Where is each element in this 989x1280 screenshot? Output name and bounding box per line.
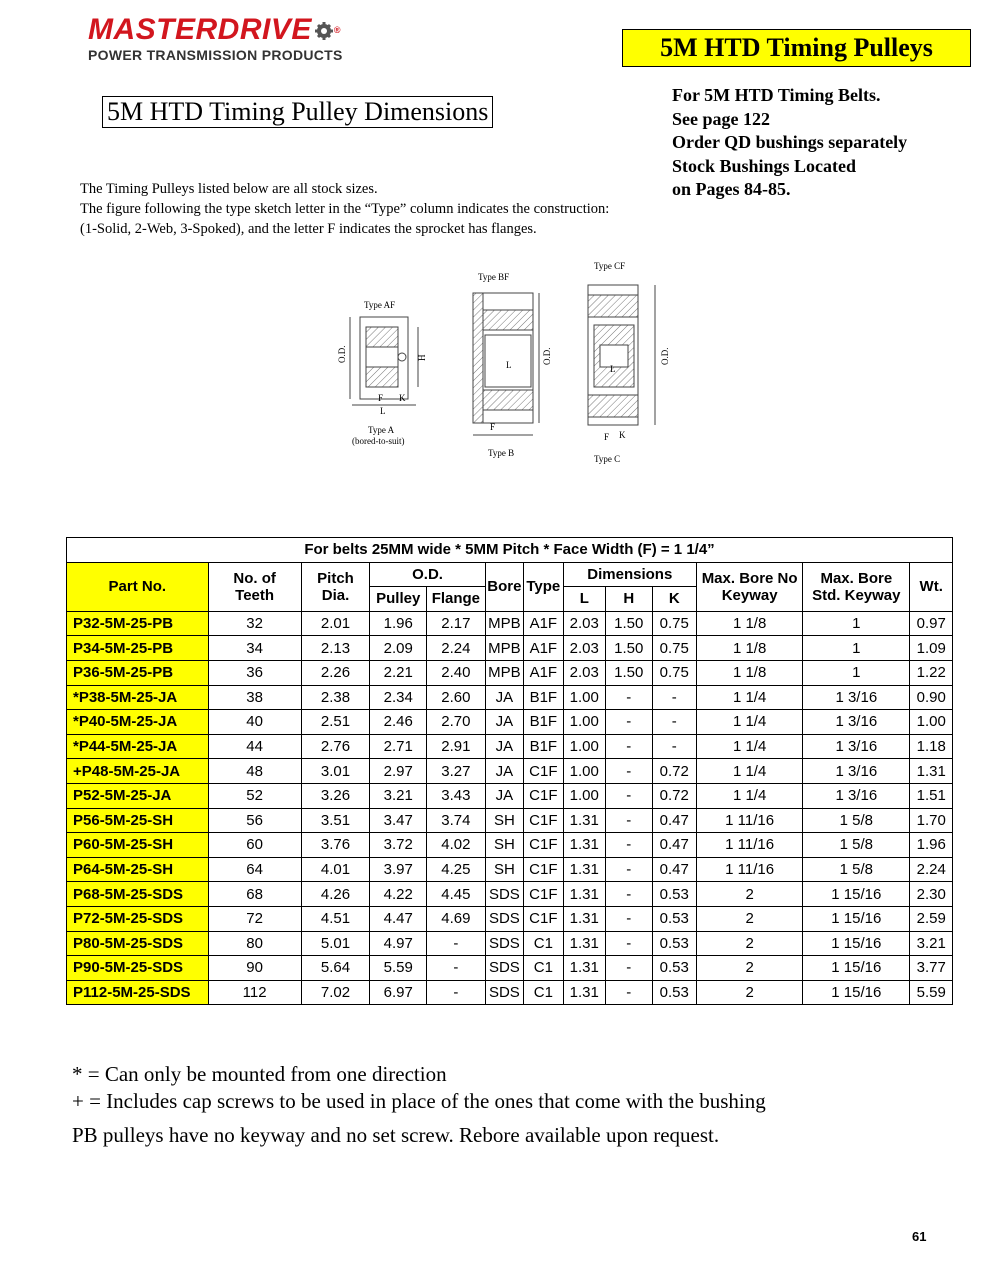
table-cell: SH <box>485 808 523 833</box>
table-cell: - <box>606 734 653 759</box>
table-cell: 1 3/16 <box>803 783 910 808</box>
table-row <box>67 906 953 931</box>
table-cell: 1.00 <box>563 734 605 759</box>
table-cell: 3.01 <box>301 759 370 784</box>
table-cell: 2.46 <box>370 710 427 735</box>
table-cell: 1.70 <box>910 808 953 833</box>
part-number-cell: P68-5M-25-SDS <box>67 882 209 907</box>
table-cell: 2.24 <box>910 857 953 882</box>
table-cell: C1F <box>524 759 563 784</box>
gear-icon <box>314 21 334 41</box>
table-cell: 2.09 <box>370 636 427 661</box>
side-note: For 5M HTD Timing Belts. <box>672 85 881 105</box>
part-number-cell: P32-5M-25-PB <box>67 611 209 636</box>
type-c-label: Type C <box>594 454 621 464</box>
table-cell: 1.96 <box>370 611 427 636</box>
col-part-no: Part No. <box>67 562 209 611</box>
table-cell: B1F <box>524 734 563 759</box>
table-body <box>67 611 953 1005</box>
table-cell: C1 <box>524 931 563 956</box>
table-cell: 2 <box>697 956 803 981</box>
table-cell: 0.53 <box>652 882 697 907</box>
part-number-cell: P112-5M-25-SDS <box>67 980 209 1005</box>
table-cell: 2.03 <box>563 611 605 636</box>
table-cell: - <box>606 980 653 1005</box>
page-number: 61 <box>912 1229 927 1244</box>
part-number-cell: P64-5M-25-SH <box>67 857 209 882</box>
table-cell: 3.47 <box>370 808 427 833</box>
type-bf-label: Type BF <box>478 272 510 282</box>
table-cell: 1 1/8 <box>697 660 803 685</box>
part-number-cell: P52-5M-25-JA <box>67 783 209 808</box>
table-cell: B1F <box>524 710 563 735</box>
table-cell: SDS <box>485 882 523 907</box>
table-cell: 1.31 <box>563 931 605 956</box>
side-notes <box>672 84 907 202</box>
od-label: O.D. <box>337 345 347 363</box>
table-cell: 2.03 <box>563 636 605 661</box>
table-cell: 7.02 <box>301 980 370 1005</box>
table-cell: 1 3/16 <box>803 710 910 735</box>
table-cell: 1 1/4 <box>697 759 803 784</box>
table-cell: C1 <box>524 980 563 1005</box>
table-cell: - <box>606 833 653 858</box>
table-cell: C1F <box>524 783 563 808</box>
table-cell: 64 <box>208 857 301 882</box>
table-cell: 2.26 <box>301 660 370 685</box>
intro-line: The figure following the type sketch letter in the “Type” column indicates the construction: <box>80 201 610 217</box>
table-cell: A1F <box>524 660 563 685</box>
table-cell: 2 <box>697 931 803 956</box>
table-cell: 1.31 <box>563 808 605 833</box>
table-cell: 0.47 <box>652 833 697 858</box>
table-cell: 1 15/16 <box>803 956 910 981</box>
table-row <box>67 980 953 1005</box>
f-label: F <box>490 422 496 432</box>
table-row <box>67 931 953 956</box>
table-cell: 3.77 <box>910 956 953 981</box>
table-row <box>67 636 953 661</box>
table-row <box>67 710 953 735</box>
table-cell: 4.02 <box>427 833 486 858</box>
table-cell: - <box>606 857 653 882</box>
table-cell: 0.53 <box>652 980 697 1005</box>
table-cell: 2.21 <box>370 660 427 685</box>
intro-line: (1-Solid, 2-Web, 3-Spoked), and the letter F indicates the sprocket has flanges. <box>80 221 537 237</box>
table-cell: 1 5/8 <box>803 808 910 833</box>
part-number-cell: +P48-5M-25-JA <box>67 759 209 784</box>
registered-mark: ® <box>333 25 341 35</box>
table-cell: 3.74 <box>427 808 486 833</box>
table-cell: 5.64 <box>301 956 370 981</box>
type-a-sketch <box>337 300 427 446</box>
table-row <box>67 611 953 636</box>
table-cell: 3.21 <box>370 783 427 808</box>
table-cell: 56 <box>208 808 301 833</box>
table-cell: 0.47 <box>652 808 697 833</box>
l-label: L <box>506 360 512 370</box>
table-cell: - <box>652 685 697 710</box>
table-cell: 0.75 <box>652 611 697 636</box>
table-cell: JA <box>485 685 523 710</box>
table-cell: 2 <box>697 882 803 907</box>
footnote-plus: + = Includes cap screws to be used in place of the ones that come with the bushing <box>72 1089 766 1113</box>
table-cell: 68 <box>208 882 301 907</box>
table-row <box>67 783 953 808</box>
table-row <box>67 660 953 685</box>
table-cell: 60 <box>208 833 301 858</box>
table-cell: 1.50 <box>606 611 653 636</box>
table-cell: 48 <box>208 759 301 784</box>
table-cell: 3.21 <box>910 931 953 956</box>
table-cell: C1F <box>524 906 563 931</box>
table-cell: 1.50 <box>606 636 653 661</box>
table-cell: 1 1/4 <box>697 710 803 735</box>
table-cell: 5.01 <box>301 931 370 956</box>
pb-note: PB pulleys have no keyway and no set screw. Rebore available upon request. <box>72 1123 720 1147</box>
table-cell: 1.31 <box>563 882 605 907</box>
table-cell: 1.09 <box>910 636 953 661</box>
table-cell: 0.53 <box>652 931 697 956</box>
section-heading: 5M HTD Timing Pulley Dimensions <box>102 96 493 128</box>
table-cell: 0.47 <box>652 857 697 882</box>
table-cell: 1.00 <box>563 685 605 710</box>
table-cell: 34 <box>208 636 301 661</box>
table-cell: 1 15/16 <box>803 906 910 931</box>
table-cell: C1 <box>524 956 563 981</box>
table-cell: 112 <box>208 980 301 1005</box>
part-number-cell: P36-5M-25-PB <box>67 660 209 685</box>
brand-name: MASTERDRIVE <box>88 13 312 46</box>
k-label: K <box>619 430 626 440</box>
table-cell: 1.31 <box>563 980 605 1005</box>
table-cell: 0.90 <box>910 685 953 710</box>
table-cell: 3.43 <box>427 783 486 808</box>
table-cell: 1.31 <box>563 956 605 981</box>
table-cell: 2.38 <box>301 685 370 710</box>
table-cell: 2.17 <box>427 611 486 636</box>
table-cell: 0.53 <box>652 906 697 931</box>
l-label: L <box>380 406 386 416</box>
table-cell: 1 5/8 <box>803 857 910 882</box>
col-teeth: No. of Teeth <box>208 562 301 611</box>
brand-tagline: POWER TRANSMISSION PRODUCTS <box>88 47 343 63</box>
table-row <box>67 685 953 710</box>
table-cell: 4.25 <box>427 857 486 882</box>
table-cell: 2.59 <box>910 906 953 931</box>
table-cell: 0.75 <box>652 660 697 685</box>
table-cell: 1 11/16 <box>697 833 803 858</box>
table-cell: 5.59 <box>910 980 953 1005</box>
col-type: Type <box>524 562 563 611</box>
table-cell: MPB <box>485 636 523 661</box>
footnotes <box>72 1061 766 1115</box>
table-cell: 0.72 <box>652 783 697 808</box>
table-cell: - <box>427 980 486 1005</box>
table-cell: 2.91 <box>427 734 486 759</box>
table-cell: B1F <box>524 685 563 710</box>
f-label: F <box>378 393 384 403</box>
k-label: K <box>399 393 406 403</box>
table-cell: 0.72 <box>652 759 697 784</box>
table-cell: SDS <box>485 980 523 1005</box>
od-label: O.D. <box>660 347 670 365</box>
table-cell: 2.71 <box>370 734 427 759</box>
table-cell: 1.50 <box>606 660 653 685</box>
type-b-sketch <box>473 272 552 458</box>
col-od-flange: Flange <box>427 587 486 612</box>
table-row <box>67 759 953 784</box>
col-od-pulley: Pulley <box>370 587 427 612</box>
table-cell: 0.53 <box>652 956 697 981</box>
table-cell: SDS <box>485 906 523 931</box>
type-cf-label: Type CF <box>594 261 626 271</box>
table-row <box>67 882 953 907</box>
table-cell: 80 <box>208 931 301 956</box>
table-cell: 1 3/16 <box>803 759 910 784</box>
table-cell: 5.59 <box>370 956 427 981</box>
table-cell: 6.97 <box>370 980 427 1005</box>
part-number-cell: P34-5M-25-PB <box>67 636 209 661</box>
table-cell: SDS <box>485 931 523 956</box>
table-cell: C1F <box>524 833 563 858</box>
table-cell: 2.40 <box>427 660 486 685</box>
table-cell: 4.26 <box>301 882 370 907</box>
table-caption: For belts 25MM wide * 5MM Pitch * Face Width (F) = 1 1/4” <box>67 538 953 563</box>
table-cell: 2.01 <box>301 611 370 636</box>
table-cell: JA <box>485 759 523 784</box>
side-note: Order QD bushings separately <box>672 132 908 152</box>
table-cell: 3.51 <box>301 808 370 833</box>
table-cell: - <box>606 783 653 808</box>
table-cell: SH <box>485 833 523 858</box>
table-cell: 2 <box>697 980 803 1005</box>
brand-logo <box>88 14 341 46</box>
type-b-label: Type B <box>488 448 515 458</box>
table-cell: 3.72 <box>370 833 427 858</box>
intro-text <box>80 179 609 239</box>
table-cell: 3.97 <box>370 857 427 882</box>
table-cell: 3.76 <box>301 833 370 858</box>
table-cell: 1.31 <box>563 857 605 882</box>
table-cell: 2.24 <box>427 636 486 661</box>
table-cell: 72 <box>208 906 301 931</box>
table-row <box>67 857 953 882</box>
table-cell: 38 <box>208 685 301 710</box>
pulley-spec-table <box>66 537 953 1005</box>
col-dim-l: L <box>563 587 605 612</box>
table-cell: 2.03 <box>563 660 605 685</box>
page-banner-title: 5M HTD Timing Pulleys <box>622 29 971 67</box>
col-max-bore-no-keyway: Max. Bore No Keyway <box>697 562 803 611</box>
table-cell: 1 5/8 <box>803 833 910 858</box>
footnote-asterisk: * = Can only be mounted from one direction <box>72 1062 447 1086</box>
table-cell: - <box>652 710 697 735</box>
part-number-cell: P90-5M-25-SDS <box>67 956 209 981</box>
type-af-label: Type AF <box>364 300 396 310</box>
table-cell: 1 1/4 <box>697 783 803 808</box>
table-cell: 1 1/8 <box>697 611 803 636</box>
side-note: See page 122 <box>672 108 770 129</box>
table-cell: 1.31 <box>563 833 605 858</box>
col-bore: Bore <box>485 562 523 611</box>
side-note: on Pages 84-85. <box>672 179 791 199</box>
pulley-type-diagram <box>330 255 700 470</box>
table-cell: - <box>606 906 653 931</box>
col-dimensions: Dimensions <box>563 562 696 587</box>
table-cell: 44 <box>208 734 301 759</box>
table-cell: JA <box>485 783 523 808</box>
table-cell: MPB <box>485 611 523 636</box>
table-row <box>67 833 953 858</box>
table-cell: 4.01 <box>301 857 370 882</box>
table-cell: 2.13 <box>301 636 370 661</box>
table-cell: 1.31 <box>563 906 605 931</box>
table-cell: 52 <box>208 783 301 808</box>
part-number-cell: P80-5M-25-SDS <box>67 931 209 956</box>
table-cell: 3.26 <box>301 783 370 808</box>
table-cell: 1.00 <box>910 710 953 735</box>
table-cell: C1F <box>524 857 563 882</box>
table-cell: 2.76 <box>301 734 370 759</box>
table-cell: A1F <box>524 636 563 661</box>
table-cell: - <box>606 882 653 907</box>
table-row <box>67 808 953 833</box>
table-cell: 3.27 <box>427 759 486 784</box>
table-cell: - <box>427 931 486 956</box>
table-cell: JA <box>485 734 523 759</box>
table-cell: 1 1/4 <box>697 734 803 759</box>
table-cell: 2.51 <box>301 710 370 735</box>
table-cell: 4.45 <box>427 882 486 907</box>
table-cell: 1 15/16 <box>803 980 910 1005</box>
type-c-sketch <box>588 261 670 464</box>
col-max-bore-std-keyway: Max. Bore Std. Keyway <box>803 562 910 611</box>
table-cell: - <box>606 931 653 956</box>
table-cell: 1.96 <box>910 833 953 858</box>
part-number-cell: *P38-5M-25-JA <box>67 685 209 710</box>
table-cell: 1.31 <box>910 759 953 784</box>
table-cell: 32 <box>208 611 301 636</box>
table-cell: 1 15/16 <box>803 882 910 907</box>
table-row <box>67 734 953 759</box>
table-cell: 2.34 <box>370 685 427 710</box>
table-cell: C1F <box>524 808 563 833</box>
table-cell: 4.69 <box>427 906 486 931</box>
table-cell: 1.00 <box>563 710 605 735</box>
table-cell: 4.97 <box>370 931 427 956</box>
table-cell: 1 1/8 <box>697 636 803 661</box>
part-number-cell: *P40-5M-25-JA <box>67 710 209 735</box>
table-cell: 1 <box>803 636 910 661</box>
table-cell: 1 <box>803 611 910 636</box>
table-cell: 4.22 <box>370 882 427 907</box>
table-cell: 1 11/16 <box>697 808 803 833</box>
part-number-cell: P60-5M-25-SH <box>67 833 209 858</box>
table-cell: MPB <box>485 660 523 685</box>
col-pitch-dia: Pitch Dia. <box>301 562 370 611</box>
side-note: Stock Bushings Located <box>672 155 857 176</box>
table-cell: 40 <box>208 710 301 735</box>
part-number-cell: P56-5M-25-SH <box>67 808 209 833</box>
table-cell: JA <box>485 710 523 735</box>
table-cell: 0.75 <box>652 636 697 661</box>
f-label: F <box>604 432 610 442</box>
table-cell: A1F <box>524 611 563 636</box>
h-label: H <box>417 354 427 361</box>
table-cell: 4.47 <box>370 906 427 931</box>
table-row <box>67 956 953 981</box>
table-cell: SDS <box>485 956 523 981</box>
table-cell: 1.00 <box>563 759 605 784</box>
type-a-label: Type A <box>368 425 395 435</box>
table-cell: 1 <box>803 660 910 685</box>
col-dim-h: H <box>606 587 653 612</box>
table-cell: 1.00 <box>563 783 605 808</box>
table-cell: 1 3/16 <box>803 685 910 710</box>
table-cell: - <box>606 710 653 735</box>
table-cell: 1 15/16 <box>803 931 910 956</box>
table-cell: 2.70 <box>427 710 486 735</box>
table-cell: - <box>606 956 653 981</box>
table-cell: - <box>606 808 653 833</box>
part-number-cell: *P44-5M-25-JA <box>67 734 209 759</box>
table-cell: 2.60 <box>427 685 486 710</box>
table-cell: 1 11/16 <box>697 857 803 882</box>
table-cell: 1.18 <box>910 734 953 759</box>
col-od: O.D. <box>370 562 485 587</box>
table-cell: C1F <box>524 882 563 907</box>
table-cell: 1.51 <box>910 783 953 808</box>
od-label: O.D. <box>542 347 552 365</box>
table-cell: - <box>427 956 486 981</box>
table-cell: 1 1/4 <box>697 685 803 710</box>
table-cell: 2.30 <box>910 882 953 907</box>
table-cell: - <box>652 734 697 759</box>
table-cell: 36 <box>208 660 301 685</box>
table-cell: 4.51 <box>301 906 370 931</box>
intro-line: The Timing Pulleys listed below are all stock sizes. <box>80 181 378 197</box>
table-cell: 1 3/16 <box>803 734 910 759</box>
table-cell: 0.97 <box>910 611 953 636</box>
table-cell: 2 <box>697 906 803 931</box>
l-label: L <box>610 364 616 374</box>
col-weight: Wt. <box>910 562 953 611</box>
table-cell: SH <box>485 857 523 882</box>
table-cell: - <box>606 759 653 784</box>
table-cell: 90 <box>208 956 301 981</box>
table-cell: - <box>606 685 653 710</box>
part-number-cell: P72-5M-25-SDS <box>67 906 209 931</box>
col-dim-k: K <box>652 587 697 612</box>
table-cell: 1.22 <box>910 660 953 685</box>
type-a-note: (bored-to-suit) <box>352 436 405 446</box>
table-cell: 2.97 <box>370 759 427 784</box>
